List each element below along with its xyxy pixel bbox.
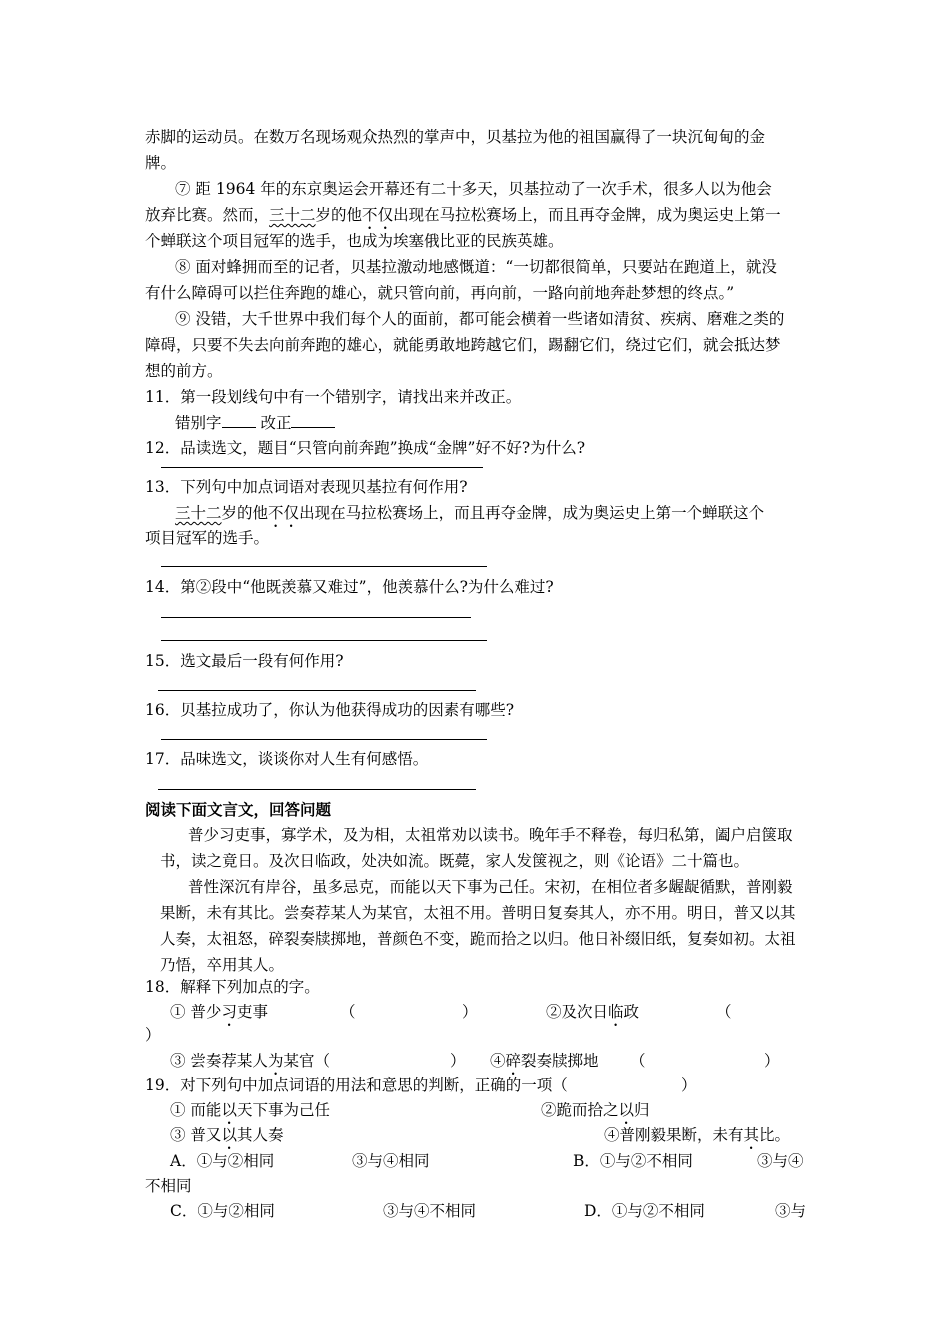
question-19-sentence-4 [604, 1124, 790, 1153]
classical-paragraph-2-line [160, 928, 796, 950]
text: 归 [634, 1101, 650, 1119]
answer-line[interactable] [158, 690, 476, 691]
dotted-text: 仅 [283, 504, 300, 522]
text: ③与④不相同 [383, 1202, 477, 1220]
text: ① 普少 [170, 1003, 222, 1021]
text: 出现在马拉松赛场上，而且再夺金牌，成为奥运史上第一个蝉联这个 [299, 504, 765, 522]
text: ③ 尝奏荐某人 [170, 1052, 268, 1070]
question-19-sentence-3 [170, 1124, 283, 1153]
text: C．①与②相同 [170, 1202, 275, 1220]
text: ） [681, 1076, 697, 1094]
question-17 [145, 748, 428, 770]
option-b[interactable] [573, 1150, 693, 1172]
text: 14．第②段中“他既羡慕又难过”，他羡慕什么?为什么难过? [145, 578, 554, 596]
answer-line[interactable] [161, 467, 483, 468]
text: 17．品味选文，谈谈你对人生有何感悟。 [145, 750, 429, 768]
text: 赤脚的运动员。在数万名现场观众热烈的掌声中，贝基拉为他的祖国赢得了一块沉甸甸的金 [145, 128, 766, 146]
question-13-sentence [145, 527, 269, 549]
text: 书，读之竟日。及次日临政，处决如流。既薨，家人发箧视之，则《论语》二十篇也。 [160, 852, 750, 870]
text: 果断，未有其比。尝奏荐某人为某官，太祖不用。普明日复奏其人，亦不用。明日，普又以其 [160, 904, 796, 922]
dotted-text: 为 [267, 1052, 284, 1070]
answer-paren-open[interactable] [340, 1001, 356, 1023]
option-b-part [145, 1175, 192, 1197]
answer-line[interactable] [161, 640, 487, 641]
label: 改正 [260, 414, 292, 432]
text: ⑧ 面对蜂拥而至的记者，贝基拉激动地感慨道：“一切都很简单，只要站在跑道上，就没 [175, 258, 777, 276]
text: 吏事 [236, 1003, 268, 1021]
text: 裂奏牍掷地 [521, 1052, 599, 1070]
text: 人奏，太祖怒，碎裂奏牍掷地，普颜色不变，跪而拾之以归。他日补缀旧纸，复奏如初。太祖 [160, 930, 796, 948]
text: ③与 [775, 1202, 807, 1220]
answer-blank-correction[interactable] [291, 411, 335, 428]
answer-paren-close [764, 1050, 780, 1072]
text: 普性深沉有岸谷，虽多忌克，而能以天下事为己任。宋初，在相位者多龌龊循默，普刚毅 [188, 878, 793, 896]
text: ⑦ 距 1964 年的东京奥运会开幕还有二十多天，贝基拉动了一次手术，很多人以为他会 [175, 180, 772, 198]
text: 18．解释下列加点的字。 [145, 978, 320, 996]
question-18-item-2 [546, 1001, 639, 1030]
option-b-part [757, 1150, 804, 1172]
text: ②跪而拾之 [541, 1101, 619, 1119]
answer-paren-close [450, 1050, 466, 1072]
dotted-text: 不 [362, 206, 378, 224]
paragraph-7-line [145, 230, 564, 252]
text: （ [340, 1003, 356, 1021]
text: ③与④ [757, 1152, 804, 1170]
question-16 [145, 699, 514, 721]
option-c[interactable] [170, 1200, 275, 1222]
text: 个蝉联这个项目冠军的选手，也成为埃塞俄比亚的民族英雄。 [145, 232, 564, 250]
option-d-part [775, 1200, 806, 1222]
text: （ [630, 1052, 646, 1070]
classical-paragraph-2-line [160, 954, 284, 976]
text: B．①与②不相同 [573, 1152, 693, 1170]
paragraph-7-line [175, 178, 772, 200]
dotted-text: 临 [608, 1003, 624, 1021]
text: ⑨ 没错，大千世界中我们每个人的面前，都可能会横着一些诸如清贫、疾病、磨难之类的 [175, 310, 785, 328]
paragraph-9-line [175, 308, 784, 330]
text: 某官 [283, 1052, 315, 1070]
option-d[interactable] [584, 1200, 705, 1222]
classical-paragraph-2-line [188, 876, 793, 898]
question-14 [145, 576, 554, 598]
text: D．①与②不相同 [584, 1202, 705, 1220]
question-11 [145, 386, 521, 408]
answer-paren-open[interactable]: （ [314, 1052, 330, 1070]
option-a-part [352, 1150, 430, 1172]
wavy-underlined-text: 三十二 [269, 206, 316, 224]
text: 出现在马拉松赛场上，而且再夺金牌，成为奥运史上第一 [393, 206, 781, 224]
section-heading [145, 799, 331, 821]
answer-line[interactable] [161, 566, 487, 567]
question-11-answer [175, 411, 335, 434]
classical-paragraph-1-line [188, 824, 793, 846]
dotted-text: 碎 [505, 1052, 522, 1070]
text: （ [716, 1003, 732, 1021]
text: ②及次日 [546, 1003, 609, 1021]
text: 比。 [759, 1126, 791, 1144]
text: 12．品读选文，题目“只管向前奔跑”换成“金牌”好不好?为什么? [145, 439, 586, 457]
option-c-part [383, 1200, 476, 1222]
text: ① 而能 [170, 1101, 222, 1119]
text: 普少习吏事，寡学术，及为相，太祖常劝以读书。晚年手不释卷，每归私第，阖户启箧取 [188, 826, 793, 844]
question-19 [145, 1074, 568, 1096]
dotted-text: 以 [618, 1101, 635, 1119]
text: 障碍，只要不失去向前奔跑的雄心，就能勇敢地跨越它们，踢翻它们，绕过它们，就会抵达梦 [145, 336, 781, 354]
wavy-underlined-text: 三十二 [175, 504, 222, 522]
text: 牌。 [145, 154, 177, 172]
question-13 [145, 476, 468, 498]
paragraph-7-line [145, 204, 781, 233]
answer-paren-close [681, 1074, 697, 1096]
text: ③与④相同 [352, 1152, 430, 1170]
text: ④普刚毅果断，未有 [604, 1126, 744, 1144]
text: 15．选文最后一段有何作用? [145, 652, 344, 670]
classical-paragraph-2-line [160, 902, 796, 924]
text: 11．第一段划线句中有一个错别字，请找出来并改正。 [145, 388, 522, 406]
question-18 [145, 976, 320, 998]
text: 想的前方。 [145, 362, 223, 380]
answer-paren-close [145, 1024, 161, 1046]
question-12 [145, 437, 585, 459]
dotted-text: 不 [268, 504, 284, 522]
text: 岁的他 [315, 206, 363, 224]
classical-paragraph-1-line [160, 850, 749, 872]
option-a[interactable] [170, 1150, 274, 1172]
answer-paren-close [462, 1001, 478, 1023]
dotted-text: 以 [221, 1126, 237, 1144]
text: 16．贝基拉成功了，你认为他获得成功的因素有哪些? [145, 701, 515, 719]
text: ③ 普又 [170, 1126, 222, 1144]
text: 项目冠军的选手。 [145, 529, 270, 547]
text: 阅读下面文言文，回答问题 [145, 800, 332, 819]
text: 天下事为己任 [236, 1101, 330, 1119]
paragraph-8-line [145, 282, 734, 304]
text: 放弃比赛。然而， [145, 206, 270, 224]
answer-line[interactable] [158, 789, 476, 790]
paragraph-6-line [145, 126, 805, 148]
dotted-text: 其 [743, 1126, 760, 1144]
text: A．①与②相同 [170, 1152, 275, 1170]
paragraph-9-line [145, 360, 223, 382]
paragraph-9-line [145, 334, 781, 356]
text: 19．对下列句中加点词语的用法和意思的判断，正确的一项（ [145, 1076, 568, 1094]
text: ） [145, 1026, 161, 1044]
dotted-text: 仅 [377, 206, 394, 224]
dotted-text: 以 [221, 1101, 237, 1119]
text: 岁的他 [221, 504, 269, 522]
answer-paren-open[interactable] [716, 1001, 732, 1023]
text: 有什么障碍可以拦住奔跑的雄心，就只管向前，再向前，一路向前地奔赴梦想的终点。” [145, 284, 735, 302]
paragraph-6-line [145, 152, 176, 174]
text: 不相同 [145, 1177, 192, 1195]
answer-line[interactable] [161, 739, 487, 740]
dotted-text: 习 [221, 1003, 237, 1021]
question-18-item-1 [170, 1001, 268, 1030]
text: 乃悟，卒用其人。 [160, 956, 285, 974]
paragraph-8-line [175, 256, 777, 278]
answer-line[interactable] [161, 617, 471, 618]
text: 其人奏 [236, 1126, 284, 1144]
text: 政 [623, 1003, 640, 1021]
text: 13．下列句中加点词语对表现贝基拉有何作用? [145, 478, 468, 496]
text: ④ [490, 1052, 506, 1070]
text: ） [764, 1052, 780, 1070]
question-15 [145, 650, 344, 672]
answer-paren-open[interactable] [630, 1050, 646, 1072]
answer-blank-wrong-char[interactable] [222, 411, 256, 428]
label: 错别字 [175, 414, 222, 432]
text: ） [450, 1052, 466, 1070]
text: ） [462, 1003, 478, 1021]
